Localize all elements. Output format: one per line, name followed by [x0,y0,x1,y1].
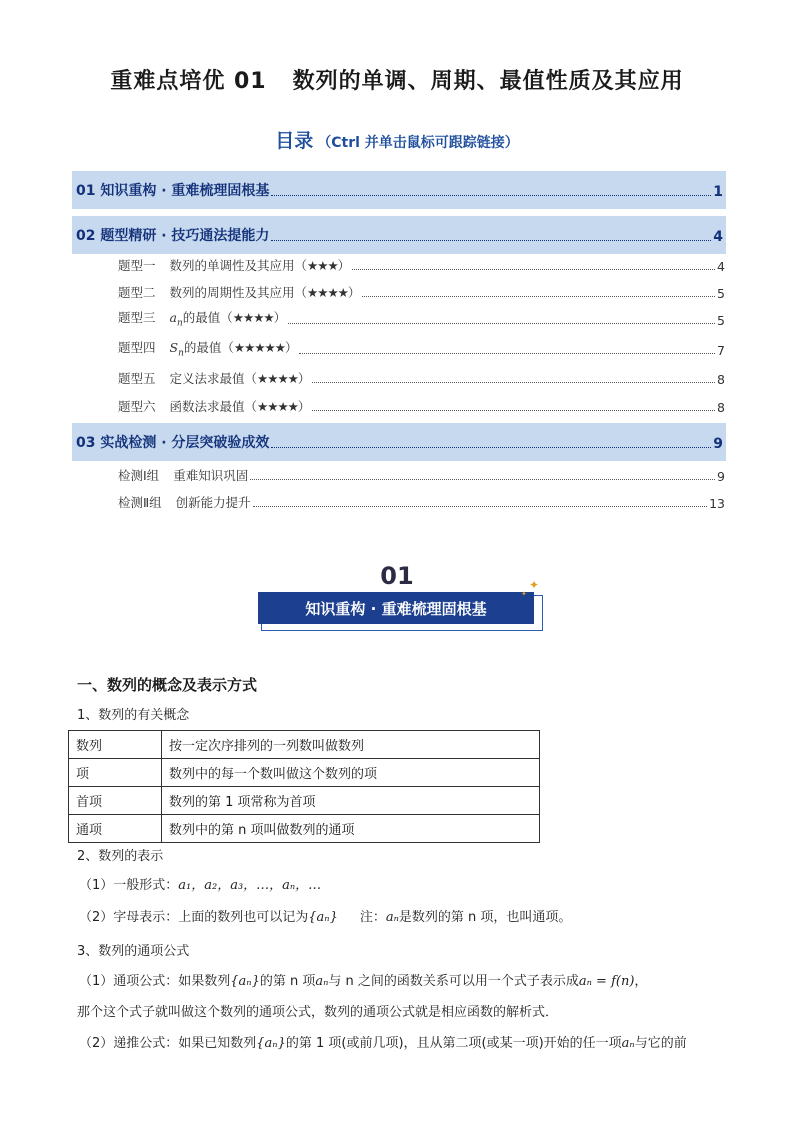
toc-item-5[interactable]: 题型五 定义法求最值（★★★★） 8 [118,371,725,387]
subheading-2: 2、数列的表示 [77,849,164,864]
toc-heading-label: 目录 [275,130,314,152]
paragraph-letter-form: （2）字母表示：上面的数列也可以记为{aₙ} 注：aₙ是数列的第 n 项，也叫通项。 [79,910,572,925]
toc-section-01[interactable]: 01 知识重构 · 重难梳理固根基 1 [72,171,726,209]
toc-item-6[interactable]: 题型六 函数法求最值（★★★★） 8 [118,399,725,415]
sparkle-icon: ✦ [529,578,540,592]
title-left: 重难点培优 01 [110,69,267,94]
paragraph-general-form: （1）一般形式：a₁，a₂，a₃，…，aₙ，… [79,878,322,893]
toc-item-1[interactable]: 题型一 数列的单调性及其应用（★★★） 4 [118,258,725,274]
toc-check-1[interactable]: 检测Ⅰ组 重难知识巩固 9 [118,468,725,484]
table-row: 首项 数列的第 1 项常称为首项 [69,787,540,815]
table-row: 通项 数列中的第 n 项叫做数列的通项 [69,815,540,843]
paragraph-general-term: （1）通项公式：如果数列{aₙ}的第 n 项aₙ与 n 之间的函数关系可以用一个式子表示成aₙ = f(n)， [79,974,648,989]
toc-section-03[interactable]: 03 实战检测 · 分层突破验成效 9 [72,423,726,461]
subheading-3: 3、数列的通项公式 [77,944,190,959]
toc-section-02[interactable]: 02 题型精研 · 技巧通法提能力 4 [72,216,726,254]
concepts-table [68,730,540,843]
section-heading-1: 一、数列的概念及表示方式 [77,676,258,694]
section-banner: 知识重构 · 重难梳理固根基 [258,592,534,624]
toc-item-3[interactable]: 题型三 $a_n$的最值（★★★★） 5 [118,309,725,328]
toc-heading [0,126,794,153]
document-title [0,64,794,95]
toc-item-2[interactable]: 题型二 数列的周期性及其应用（★★★★） 5 [118,285,725,301]
section-number: 01 [380,562,414,590]
toc-item-4[interactable]: 题型四 $S_n$的最值（★★★★★） 7 [118,339,725,358]
toc-check-2[interactable]: 检测Ⅱ组 创新能力提升 13 [118,495,725,511]
title-right: 数列的单调、周期、最值性质及其应用 [292,69,684,94]
sparkle-small-icon: ✦ [521,590,527,598]
paragraph-general-term-cont: 那个这个式子就叫做这个数列的通项公式，数列的通项公式就是相应函数的解析式． [77,1005,559,1020]
subheading-1: 1、数列的有关概念 [77,708,190,723]
toc-heading-note: （Ctrl 并单击鼠标可跟踪链接） [317,135,519,151]
paragraph-recursive: （2）递推公式：如果已知数列{aₙ}的第 1 项(或前几项)，且从第二项(或某一项)开始的任一项aₙ与它的前 [79,1036,687,1051]
table-row: 项 数列中的每一个数叫做这个数列的项 [69,759,540,787]
table-row: 数列 按一定次序排列的一列数叫做数列 [69,731,540,759]
